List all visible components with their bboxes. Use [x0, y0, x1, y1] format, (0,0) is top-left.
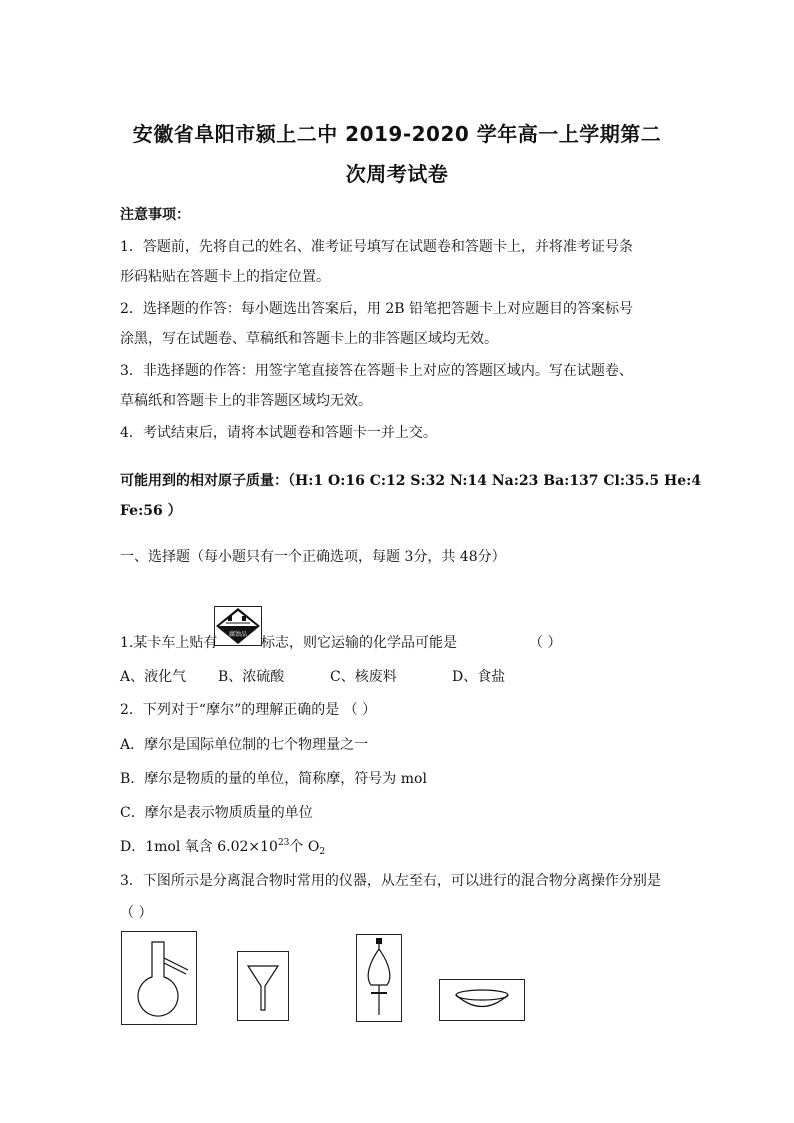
corrosive-hazard-icon	[215, 607, 261, 645]
q2-option-c: C．摩尔是表示物质质量的单位	[120, 805, 313, 821]
q2-option-b: B．摩尔是物质的量的单位，简称摩，符号为 mol	[120, 771, 427, 787]
notice-line: 4．考试结束后，请将本试题卷和答题卡一并上交。	[120, 425, 437, 441]
notice-line: 1．答题前，先将自己的姓名、准考证号填写在试题卷和答题卡上，并将准考证号条	[120, 239, 633, 255]
q1-option-c: C、核废料	[330, 669, 397, 685]
question-2-stem: 2．下列对于“摩尔”的理解正确的是 （ ）	[120, 702, 377, 718]
atomic-mass-line2: Fe:56 ）	[120, 503, 182, 519]
q2-option-d-text: D．1mol 氧含 6.02×10	[120, 839, 278, 855]
question-3-bracket: （ ）	[120, 905, 153, 921]
evaporating-dish-figure	[439, 979, 525, 1021]
hazard-sign-label: 腐蚀品	[228, 631, 248, 638]
section-heading: 一、选择题（每小题只有一个正确选项，每题 3分，共 48分）	[120, 549, 506, 565]
distillation-flask-icon	[122, 932, 196, 1024]
question-3-stem: 3．下图所示是分离混合物时常用的仪器，从左至右，可以进行的混合物分离操作分别是	[120, 873, 661, 889]
question-1-prefix: 1.某卡车上贴有	[120, 635, 218, 651]
separatory-funnel-figure	[356, 934, 402, 1022]
question-1-bracket: （ ）	[529, 635, 562, 651]
notice-line: 形码粘贴在答题卡上的指定位置。	[120, 269, 330, 285]
exam-title-line2: 次周考试卷	[345, 162, 449, 186]
atomic-mass-line1: 可能用到的相对原子质量：（H:1 O:16 C:12 S:32 N:14 Na:23 Ba:137 Cl:35.5 He:4	[120, 473, 702, 489]
notice-line: 涂黑，写在试题卷、草稿纸和答题卡上的非答题区域均无效。	[120, 331, 498, 347]
q1-option-d: D、食盐	[452, 669, 506, 685]
notice-line: 草稿纸和答题卡上的非答题区域均无效。	[120, 393, 372, 409]
notice-line: 3．非选择题的作答：用签字笔直接答在答题卡上对应的答题区域内。写在试题卷、	[120, 363, 633, 379]
q2-option-d	[120, 836, 325, 857]
exam-title-line1: 安徽省阜阳市颍上二中 2019-2020 学年高一上学期第二	[132, 122, 662, 146]
funnel-figure	[237, 951, 289, 1021]
q1-option-a: A、液化气	[120, 669, 187, 685]
notice-heading: 注意事项：	[120, 207, 190, 223]
separatory-funnel-icon	[357, 935, 401, 1021]
funnel-icon	[238, 952, 288, 1020]
q2-option-d-exponent: 23	[277, 838, 290, 848]
q2-option-a: A．摩尔是国际单位制的七个物理量之一	[120, 737, 369, 753]
evaporating-dish-icon	[440, 980, 524, 1020]
notice-line: 2．选择题的作答：每小题选出答案后，用 2B 铅笔把答题卡上对应题目的答案标号	[120, 301, 634, 317]
distillation-flask-figure	[121, 931, 197, 1025]
q2-option-d-mid: 个 O	[289, 839, 320, 855]
question-1-suffix: 标志，则它运输的化学品可能是	[261, 635, 457, 651]
q2-option-d-subscript: 2	[319, 847, 326, 857]
q1-option-b: B、浓硫酸	[218, 669, 285, 685]
corrosive-hazard-sign	[214, 606, 262, 646]
